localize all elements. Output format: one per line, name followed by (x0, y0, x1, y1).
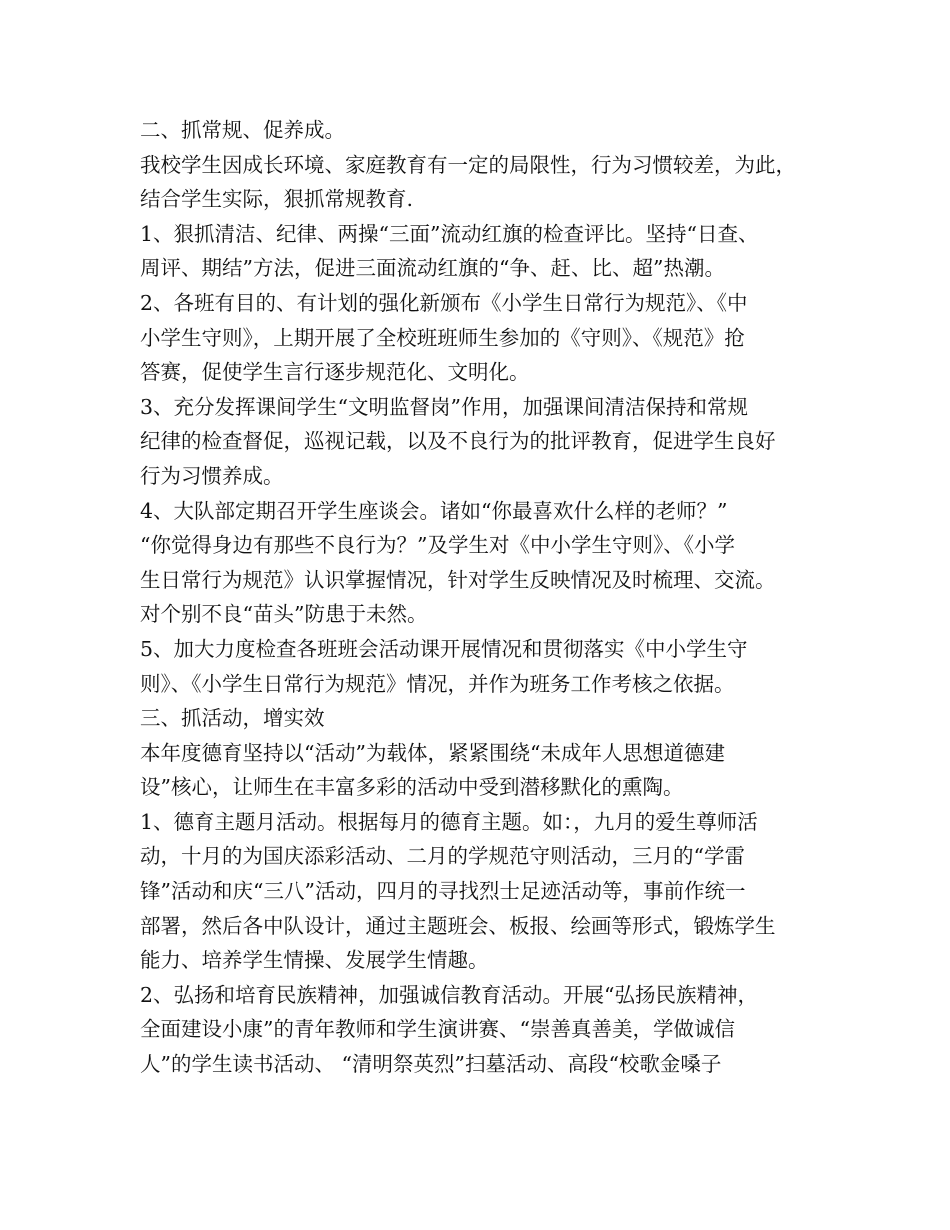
paragraph-line: 1、德育主题月活动。根据每月的德育主题。如：，九月的爱生尊师活 (140, 809, 758, 834)
section-heading: 三、抓活动，增实效 (140, 706, 325, 731)
paragraph-line: 2、弘扬和培育民族精神，加强诚信教育活动。开展“弘扬民族精神， (140, 982, 759, 1007)
paragraph-line: 答赛，促使学生言行逐步规范化、文明化。 (140, 360, 530, 385)
paragraph-line: 2、各班有目的、有计划的强化新颁布《小学生日常行为规范》、《中 (140, 290, 748, 315)
paragraph-line: 能力、培养学生情操、发展学生情趣。 (140, 948, 489, 973)
paragraph-line: 纪律的检查督促，巡视记载，以及不良行为的批评教育，促进学生良好 (140, 429, 776, 454)
paragraph-line: 我校学生因成长环境、家庭教育有一定的局限性，行为习惯较差，为此， (140, 152, 796, 177)
paragraph-line: “你觉得身边有那些不良行为？”及学生对《中小学生守则》、《小学 (140, 533, 735, 558)
paragraph-line: 小学生守则》，上期开展了全校班班师生参加的《守则》、《规范》抢 (140, 325, 745, 350)
paragraph-line: 本年度德育坚持以“活动”为载体，紧紧围绕“未成年人思想道德建 (140, 740, 725, 765)
paragraph-line: 5、加大力度检查各班班会活动课开展情况和贯彻落实《中小学生守 (140, 636, 748, 661)
paragraph-line: 则》、《小学生日常行为规范》情况，并作为班务工作考核之依据。 (140, 671, 735, 696)
paragraph-line: 4、大队部定期召开学生座谈会。诸如“你最喜欢什么样的老师？” (140, 498, 728, 523)
paragraph-line: 锋”活动和庆“三八”活动，四月的寻找烈士足迹活动等，事前作统一 (140, 879, 746, 904)
paragraph-line: 对个别不良“苗头”防患于未然。 (140, 602, 428, 627)
paragraph-line: 生日常行为规范》认识掌握情况，针对学生反映情况及时梳理、交流。 (140, 567, 776, 592)
document-body (140, 113, 830, 1082)
paragraph-line: 1、狠抓清洁、纪律、两操“三面”流动红旗的检查评比。坚持“日查、 (140, 221, 759, 246)
paragraph-line: 动，十月的为国庆添彩活动、二月的学规范守则活动，三月的“学雷 (140, 844, 745, 869)
section-heading: 二、抓常规、促养成。 (140, 118, 345, 142)
paragraph-line: 设”核心，让师生在丰富多彩的活动中受到潜移默化的熏陶。 (140, 775, 684, 800)
paragraph-line: 行为习惯养成。 (140, 463, 284, 488)
paragraph-line: 全面建设小康”的青年教师和学生演讲赛、“崇善真善美，学做诚信 (140, 1017, 735, 1042)
paragraph-line: 3、充分发挥课间学生“文明监督岗”作用，加强课间清洁保持和常规 (140, 394, 749, 419)
paragraph-line: 周评、期结”方法，促进三面流动红旗的“争、赶、比、超”热潮。 (140, 256, 725, 281)
paragraph-line: 人”的学生读书活动、 “清明祭英烈”扫墓活动、高段“校歌金嗓子 (140, 1052, 722, 1077)
paragraph-line: 部署，然后各中队设计，通过主题班会、板报、绘画等形式，锻炼学生 (140, 913, 776, 938)
paragraph-line: 结合学生实际，狠抓常规教育. (140, 187, 414, 212)
